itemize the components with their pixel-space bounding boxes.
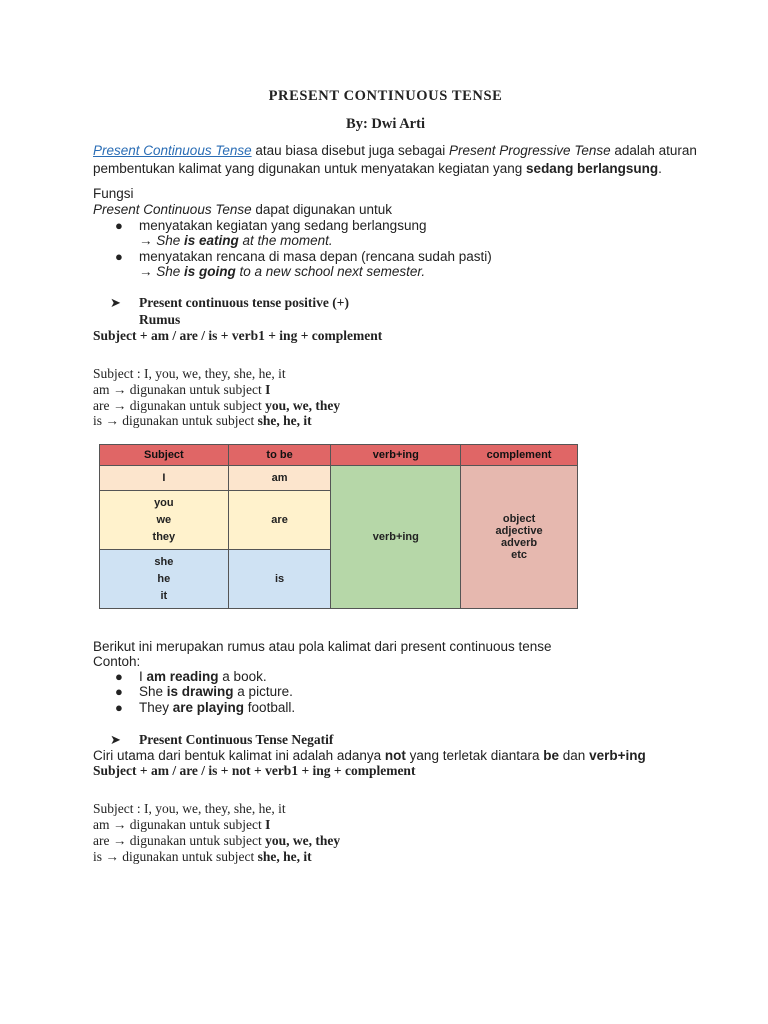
example-bold: is eating (184, 233, 239, 248)
complement-word: adjective (495, 525, 543, 537)
contoh-item (139, 669, 267, 685)
fungsi-example (139, 233, 333, 249)
bullet-dot: ● (115, 669, 123, 684)
subject-word: you (154, 496, 174, 509)
table-header: Subject (100, 445, 229, 466)
intro-line-2 (93, 161, 662, 177)
fungsi-item: menyatakan kegiatan yang sedang berlangsung (139, 218, 427, 233)
example-text: football. (244, 700, 296, 715)
example-bold: are playing (172, 700, 245, 715)
table-cell-subject (100, 550, 229, 609)
rule-text: are → digunakan untuk subject (93, 398, 266, 413)
desc-bold: not (384, 748, 406, 763)
contoh-item (139, 684, 293, 700)
example-text: I (139, 669, 147, 684)
rule-text: is → digunakan untuk subject (93, 849, 258, 864)
bullet-dot: ● (115, 249, 123, 264)
example-text: a picture. (233, 684, 293, 699)
fungsi-example (139, 264, 425, 280)
complement-word: etc (511, 549, 528, 561)
negative-am-line (93, 817, 270, 833)
example-text: They (139, 700, 173, 715)
formula-table (99, 444, 578, 609)
positive-formula: Subject + am / are / is + verb1 + ing + complement (93, 328, 383, 343)
arrowhead-bullet-icon: ➤ (110, 295, 121, 310)
intro-link[interactable]: Present Continuous Tense (93, 143, 252, 158)
desc-bold: be (543, 748, 560, 763)
fungsi-item: menyatakan rencana di masa depan (rencana sudah pasti) (139, 249, 492, 264)
complement-word: object (502, 513, 536, 525)
bullet-dot: ● (115, 218, 123, 233)
fungsi-lead (93, 202, 392, 218)
rule-text: am → digunakan untuk subject (93, 382, 266, 397)
rule-bold: I (265, 817, 271, 832)
table-cell-tobe: am (228, 466, 331, 491)
rule-bold: she, he, it (257, 849, 312, 864)
example-text: to a new school next semester. (235, 264, 426, 279)
rule-text: are → digunakan untuk subject (93, 833, 266, 848)
subject-word: they (152, 530, 176, 543)
desc-bold: verb+ing (589, 748, 646, 763)
table-cell-tobe: are (228, 491, 331, 550)
negative-subject-line: Subject : I, you, we, they, she, he, it (93, 801, 286, 816)
example-bold: am reading (146, 669, 219, 684)
negative-heading: Present Continuous Tense Negatif (139, 732, 334, 747)
intro-italic: Present Progressive Tense (449, 143, 611, 158)
positive-heading: Present continuous tense positive (+) (139, 295, 349, 310)
fungsi-heading: Fungsi (93, 186, 134, 201)
fungsi-lead-italic: Present Continuous Tense (93, 202, 252, 217)
subject-word: he (157, 572, 171, 585)
negative-desc (93, 748, 646, 764)
table-cell-verb: verb+ing (331, 466, 461, 609)
arrowhead-bullet-icon: ➤ (110, 732, 121, 747)
table-cell-subject (100, 466, 229, 491)
positive-is-line (93, 413, 312, 429)
rule-bold: you, we, they (265, 833, 341, 848)
contoh-lead: Berikut ini merupakan rumus atau pola kalimat dari present continuous tense (93, 639, 552, 654)
subject-word: she (154, 555, 174, 568)
desc-text: Ciri utama dari bentuk kalimat ini adalah adanya (93, 748, 385, 763)
intro-text: atau biasa disebut juga sebagai (251, 143, 450, 158)
intro-bold: sedang berlangsung (526, 161, 659, 176)
table-header: to be (228, 445, 331, 466)
subject-word: we (156, 513, 172, 526)
positive-am-line (93, 382, 270, 398)
table-cell-subject (100, 491, 229, 550)
table-cell-complement (461, 466, 578, 609)
negative-formula: Subject + am / are / is + not + verb1 + ing + complement (93, 763, 416, 778)
table-cell-tobe: is (228, 550, 331, 609)
complement-word: adverb (501, 537, 538, 549)
positive-are-line (93, 398, 340, 414)
document-title: PRESENT CONTINUOUS TENSE (268, 88, 503, 104)
rule-bold: you, we, they (265, 398, 341, 413)
example-text: a book. (218, 669, 267, 684)
rule-bold: she, he, it (257, 413, 312, 428)
intro-text: pembentukan kalimat yang digunakan untuk menyatakan kegiatan yang (93, 161, 527, 176)
positive-rumus: Rumus (139, 312, 181, 327)
subject-word: it (160, 589, 168, 602)
desc-text: yang terletak diantara (405, 748, 544, 763)
rule-text: am → digunakan untuk subject (93, 817, 266, 832)
intro-text: . (658, 161, 662, 176)
example-bold: is drawing (166, 684, 234, 699)
intro-text: adalah aturan (610, 143, 697, 158)
document-author: By: Dwi Arti (346, 116, 425, 132)
table-header: verb+ing (331, 445, 461, 466)
bullet-dot: ● (115, 684, 123, 699)
positive-subject-line: Subject : I, you, we, they, she, he, it (93, 366, 286, 381)
negative-are-line (93, 833, 340, 849)
contoh-label: Contoh: (93, 654, 141, 669)
example-text: at the moment. (238, 233, 333, 248)
table-header: complement (461, 445, 578, 466)
rule-text: is → digunakan untuk subject (93, 413, 258, 428)
example-text: → She (139, 264, 185, 279)
example-bold: is going (184, 264, 236, 279)
bullet-dot: ● (115, 700, 123, 715)
subject-word: I (162, 472, 166, 484)
intro-line-1 (93, 143, 697, 159)
negative-is-line (93, 849, 312, 865)
fungsi-lead-text: dapat digunakan untuk (251, 202, 392, 217)
contoh-item (139, 700, 295, 716)
desc-text: dan (559, 748, 590, 763)
rule-bold: I (265, 382, 271, 397)
example-text: → She (139, 233, 185, 248)
example-text: She (139, 684, 167, 699)
